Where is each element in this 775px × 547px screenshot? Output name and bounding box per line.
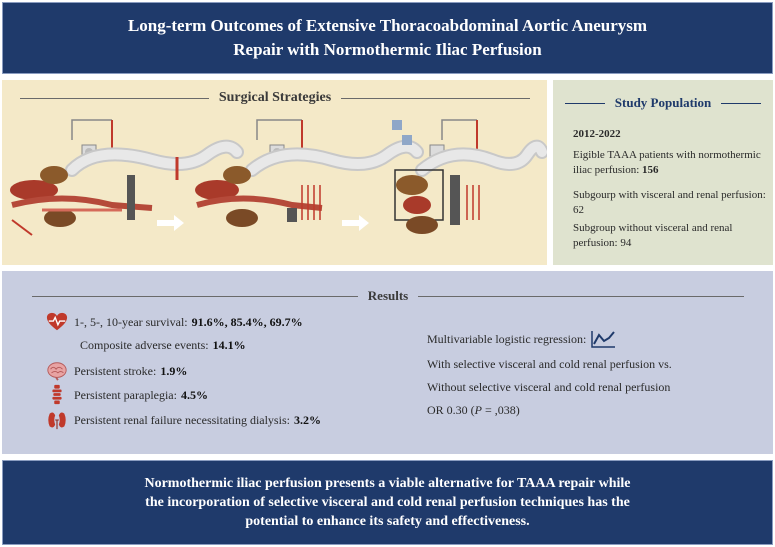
composite-row — [80, 338, 246, 353]
comparison-with: With selective visceral and cold renal perfusion vs. — [427, 357, 672, 371]
surgical-strategies-panel — [2, 80, 547, 265]
divider-line — [418, 296, 744, 297]
eligible-count: 156 — [642, 164, 659, 176]
stroke-value: 1.9% — [160, 363, 188, 378]
results-heading — [32, 288, 744, 304]
title-line-1: Long-term Outcomes of Extensive Thoracoabdominal Aortic Aneurysm — [127, 16, 648, 35]
trend-chart-icon — [590, 329, 616, 349]
population-eligible — [573, 148, 768, 178]
eligible-label: Eigible TAAA patients with normothermic iliac perfusion: — [573, 149, 761, 176]
surgery-illustration-3 — [392, 120, 542, 234]
conclusion-line-1: Normothermic iliac perfusion presents a viable alternative for TAAA repair while — [144, 476, 631, 491]
survival-value: 91.6%, 85.4%, 69.7% — [191, 314, 303, 329]
renal-failure-label: Persistent renal failure necessitating dialysis: — [74, 412, 290, 427]
paraplegia-value: 4.5% — [180, 387, 208, 402]
p-symbol: P — [474, 403, 483, 417]
paraplegia-row — [46, 384, 208, 406]
comparison-without: Without selective visceral and cold renal perfusion — [427, 380, 671, 394]
population-subgroup-with: Subgourp with visceral and renal perfusion: 62 — [573, 189, 766, 216]
regression-line — [427, 329, 616, 349]
conclusion-line-3: potential to enhance its safety and effectiveness. — [245, 514, 530, 529]
stroke-label: Persistent stroke: — [74, 363, 157, 378]
odds-ratio — [427, 403, 520, 418]
renal-failure-row — [46, 409, 321, 431]
or-suffix: = ,038) — [482, 403, 520, 417]
population-heading — [565, 95, 761, 111]
heart-icon — [46, 311, 68, 333]
divider-line — [721, 103, 761, 104]
brain-icon — [46, 360, 68, 382]
surgery-illustration-1 — [10, 120, 237, 235]
or-prefix: OR 0.30 ( — [427, 403, 475, 417]
survival-row — [46, 311, 303, 333]
results-heading-text: Results — [367, 288, 409, 303]
survival-label: 1-, 5-, 10-year survival: — [74, 314, 188, 329]
divider-line — [32, 296, 358, 297]
study-population-panel — [553, 80, 773, 265]
population-years: 2012-2022 — [573, 128, 621, 140]
strategies-heading-text: Surgical Strategies — [218, 90, 332, 105]
renal-failure-value: 3.2% — [293, 412, 321, 427]
title-line-2: Repair with Normothermic Iliac Perfusion — [233, 40, 542, 59]
surgical-illustrations — [2, 80, 547, 265]
regression-label: Multivariable logistic regression: — [427, 331, 587, 346]
population-subgroup-without: Subgroup without visceral and renal perfusion: 94 — [573, 222, 733, 249]
kidney-icon — [46, 409, 68, 431]
arrow-right-icon — [157, 215, 184, 231]
spine-icon — [46, 384, 68, 406]
divider-line — [565, 103, 605, 104]
title-banner — [2, 2, 773, 74]
paraplegia-label: Persistent paraplegia: — [74, 387, 177, 402]
composite-label: Composite adverse events: — [80, 338, 209, 352]
results-panel — [2, 271, 773, 454]
conclusion-banner — [2, 460, 773, 545]
population-heading-text: Study Population — [614, 95, 712, 110]
arrow-right-icon — [342, 215, 369, 231]
composite-value: 14.1% — [212, 338, 246, 352]
stroke-row — [46, 360, 187, 382]
conclusion-line-2: the incorporation of selective visceral and cold renal perfusion techniques has the — [145, 495, 630, 510]
surgery-illustration-2 — [195, 120, 417, 227]
